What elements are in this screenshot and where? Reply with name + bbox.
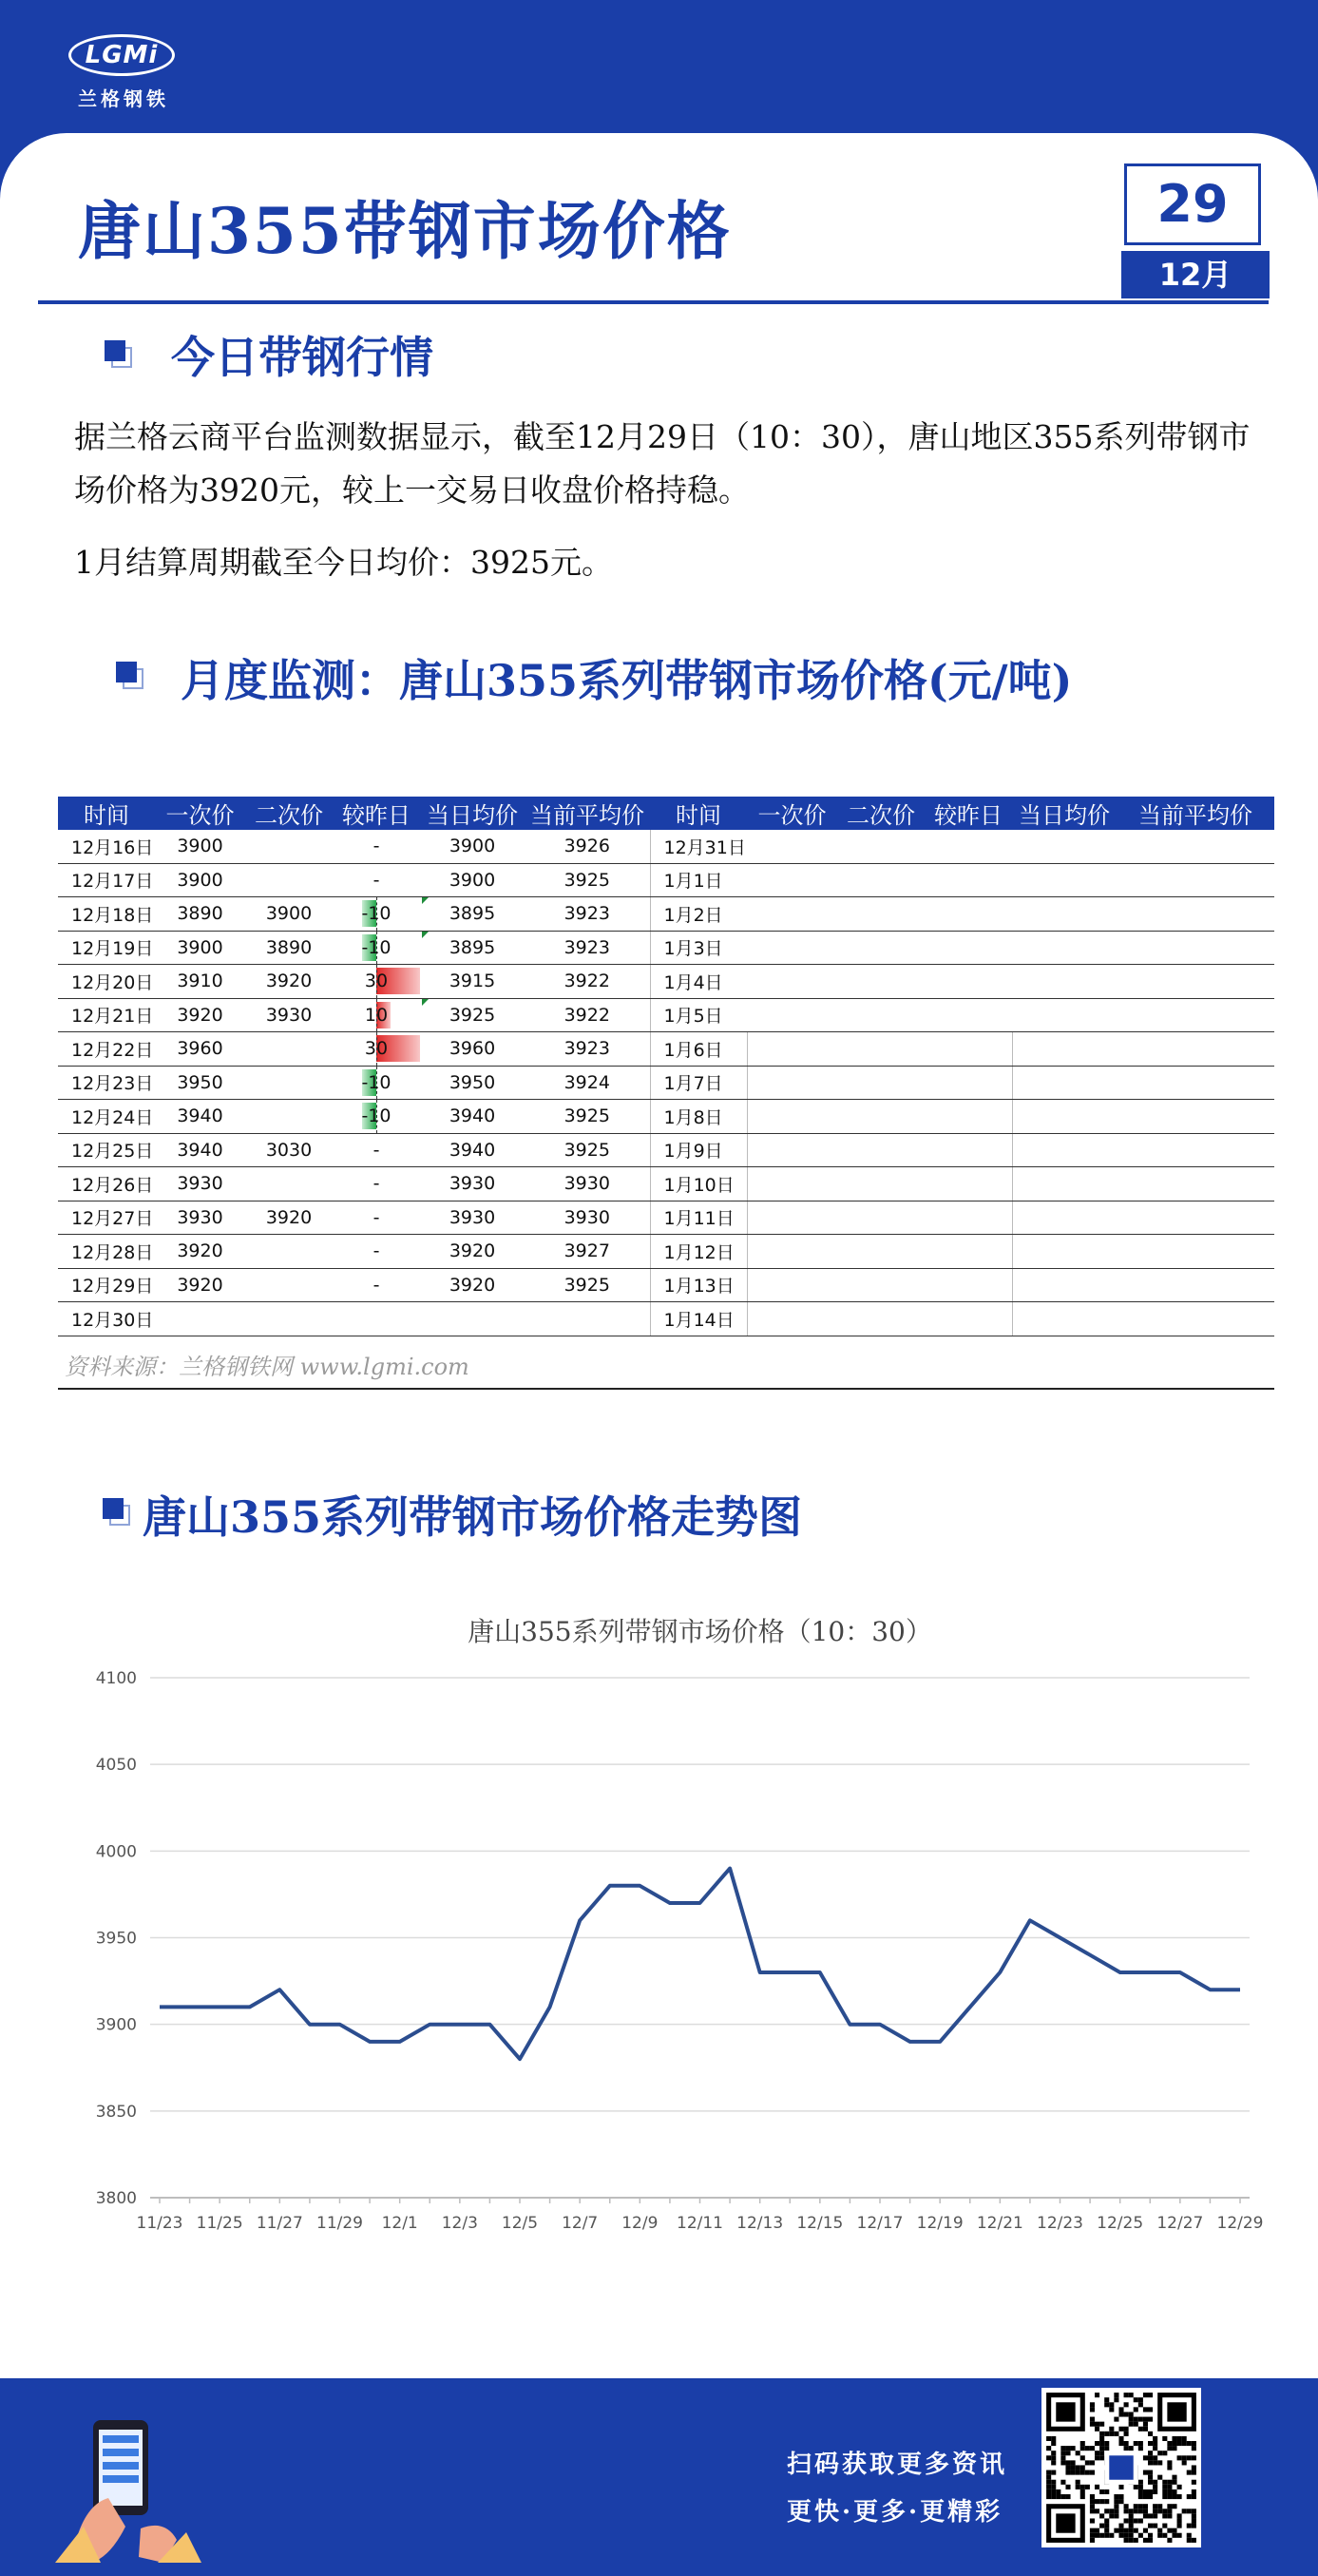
first-price-cell: 3960 — [155, 1032, 245, 1067]
empty-cell — [1117, 1235, 1274, 1269]
date-cell: 12月31日 — [650, 830, 747, 863]
empty-cell — [925, 1302, 1012, 1336]
date-cell: 12月22日 — [58, 1032, 155, 1067]
first-price-cell: 3940 — [155, 1133, 245, 1167]
date-cell: 12月27日 — [58, 1201, 155, 1235]
empty-cell — [1012, 1032, 1117, 1067]
empty-cell — [1012, 1167, 1117, 1201]
date-cell: 12月20日 — [58, 965, 155, 999]
table-row — [58, 965, 1274, 999]
table-row — [58, 1201, 1274, 1235]
date-cell: 1月5日 — [650, 998, 747, 1032]
empty-cell — [925, 1268, 1012, 1302]
change-cell: - — [333, 863, 420, 897]
table-row — [58, 830, 1274, 863]
empty-cell — [1012, 863, 1117, 897]
current-average-cell: 3925 — [525, 1100, 650, 1134]
current-average-cell: 3922 — [525, 965, 650, 999]
daily-average-cell: 3895 — [420, 897, 525, 932]
date-cell: 1月12日 — [650, 1235, 747, 1269]
empty-cell — [925, 1032, 1012, 1067]
second-price-cell — [245, 1100, 333, 1134]
x-tick-label: 12/13 — [736, 2214, 784, 2233]
empty-cell — [747, 1302, 837, 1336]
section-bullet-icon — [103, 1498, 127, 1523]
empty-cell — [925, 1066, 1012, 1100]
empty-cell — [1012, 1201, 1117, 1235]
empty-cell — [925, 1133, 1012, 1167]
change-cell: -10 — [333, 931, 420, 965]
table-header-cell: 时间 — [650, 797, 747, 830]
empty-cell — [1012, 965, 1117, 999]
table-row — [58, 1268, 1274, 1302]
table-header-cell: 当前平均价 — [525, 797, 650, 830]
daily-average-cell: 3900 — [420, 863, 525, 897]
first-price-cell: 3930 — [155, 1167, 245, 1201]
date-cell: 12月17日 — [58, 863, 155, 897]
table-header-cell: 二次价 — [245, 797, 333, 830]
empty-cell — [1012, 830, 1117, 863]
change-cell: - — [333, 1235, 420, 1269]
table-row — [58, 1167, 1274, 1201]
section-bullet-icon — [116, 662, 141, 686]
empty-cell — [925, 965, 1012, 999]
price-series-line — [160, 1869, 1240, 2060]
table-row — [58, 1032, 1274, 1067]
empty-cell — [837, 1066, 925, 1100]
date-cell: 12月25日 — [58, 1133, 155, 1167]
first-price-cell: 3920 — [155, 1235, 245, 1269]
table-row — [58, 1100, 1274, 1134]
empty-cell — [1012, 1268, 1117, 1302]
y-tick-label: 4050 — [95, 1756, 137, 1776]
date-cell: 12月21日 — [58, 998, 155, 1032]
first-price-cell: 3900 — [155, 931, 245, 965]
x-tick-label: 12/15 — [796, 2214, 844, 2233]
change-cell: -10 — [333, 897, 420, 932]
brand-logo — [68, 34, 179, 114]
empty-cell — [747, 863, 837, 897]
x-tick-label: 12/3 — [441, 2214, 478, 2233]
date-cell: 12月16日 — [58, 830, 155, 863]
empty-cell — [1117, 863, 1274, 897]
empty-cell — [1117, 1100, 1274, 1134]
table-header-cell: 当日均价 — [420, 797, 525, 830]
y-tick-label: 3950 — [95, 1929, 137, 1949]
empty-cell — [837, 830, 925, 863]
empty-cell — [747, 1066, 837, 1100]
daily-average-cell: 3895 — [420, 931, 525, 965]
daily-average-cell: 3960 — [420, 1032, 525, 1067]
today-summary: 据兰格云商平台监测数据显示，截至12月29日（10：30），唐山地区355系列带钢市场价格为3920元，较上一交易日收盘价格持稳。 — [74, 418, 1251, 509]
daily-average-cell: 3900 — [420, 830, 525, 863]
change-cell: - — [333, 830, 420, 863]
daily-average-cell: 3940 — [420, 1100, 525, 1134]
table-header-cell: 当前平均价 — [1117, 797, 1274, 830]
footer-line-2: 更快·更多·更精彩 — [787, 2498, 1003, 2527]
y-tick-label: 3900 — [95, 2015, 137, 2035]
empty-cell — [837, 998, 925, 1032]
empty-cell — [837, 1167, 925, 1201]
price-trend-chart — [57, 1606, 1264, 2253]
first-price-cell: 3950 — [155, 1066, 245, 1100]
current-average-cell: 3924 — [525, 1066, 650, 1100]
table-row — [58, 897, 1274, 932]
daily-average-cell: 3920 — [420, 1235, 525, 1269]
logo-mark: LGMi — [68, 34, 175, 76]
daily-average-cell: 3915 — [420, 965, 525, 999]
daily-average-cell — [420, 1302, 525, 1336]
second-price-cell — [245, 1032, 333, 1067]
x-tick-label: 12/11 — [677, 2214, 723, 2233]
table-header-cell: 二次价 — [837, 797, 925, 830]
second-price-cell: 3030 — [245, 1133, 333, 1167]
empty-cell — [1117, 1201, 1274, 1235]
empty-cell — [747, 1235, 837, 1269]
current-average-cell: 3923 — [525, 1032, 650, 1067]
first-price-cell: 3940 — [155, 1100, 245, 1134]
empty-cell — [925, 863, 1012, 897]
daily-average-cell: 3950 — [420, 1066, 525, 1100]
section-trend-title: 唐山355系列带钢市场价格走势图 — [143, 1491, 803, 1543]
current-average-cell: 3925 — [525, 863, 650, 897]
second-price-cell: 3930 — [245, 998, 333, 1032]
current-average-cell: 3923 — [525, 897, 650, 932]
empty-cell — [1117, 830, 1274, 863]
daily-average-cell: 3940 — [420, 1133, 525, 1167]
change-cell: -10 — [333, 1100, 420, 1134]
table-header-cell: 一次价 — [747, 797, 837, 830]
second-price-cell: 3920 — [245, 1201, 333, 1235]
empty-cell — [1117, 1167, 1274, 1201]
x-tick-label: 12/21 — [976, 2214, 1023, 2233]
empty-cell — [747, 998, 837, 1032]
date-cell: 12月24日 — [58, 1100, 155, 1134]
empty-cell — [837, 897, 925, 932]
empty-cell — [837, 931, 925, 965]
y-tick-label: 3800 — [95, 2189, 137, 2208]
empty-cell — [1117, 1032, 1274, 1067]
change-cell: -10 — [333, 1066, 420, 1100]
first-price-cell: 3900 — [155, 863, 245, 897]
second-price-cell — [245, 1302, 333, 1336]
empty-cell — [1012, 1100, 1117, 1134]
first-price-cell: 3930 — [155, 1201, 245, 1235]
second-price-cell — [245, 863, 333, 897]
empty-cell — [925, 1201, 1012, 1235]
x-tick-label: 11/27 — [256, 2214, 303, 2233]
date-cell: 12月30日 — [58, 1302, 155, 1336]
empty-cell — [1012, 897, 1117, 932]
first-price-cell: 3920 — [155, 1268, 245, 1302]
date-cell: 1月9日 — [650, 1133, 747, 1167]
first-price-cell: 3920 — [155, 998, 245, 1032]
date-cell: 12月19日 — [58, 931, 155, 965]
second-price-cell — [245, 1268, 333, 1302]
date-cell: 1月4日 — [650, 965, 747, 999]
first-price-cell: 3900 — [155, 830, 245, 863]
section-monthly-title: 月度监测：唐山355系列带钢市场价格(元/吨) — [181, 655, 1073, 706]
x-tick-label: 12/29 — [1216, 2214, 1264, 2233]
second-price-cell: 3920 — [245, 965, 333, 999]
date-month: 12月 — [1121, 251, 1270, 298]
empty-cell — [747, 931, 837, 965]
current-average-cell: 3927 — [525, 1235, 650, 1269]
daily-average-cell: 3930 — [420, 1167, 525, 1201]
date-cell: 1月10日 — [650, 1167, 747, 1201]
empty-cell — [747, 1167, 837, 1201]
table-row — [58, 1235, 1274, 1269]
date-cell: 12月28日 — [58, 1235, 155, 1269]
y-tick-label: 4100 — [95, 1669, 137, 1688]
change-cell: 30 — [333, 1032, 420, 1067]
empty-cell — [925, 1100, 1012, 1134]
date-cell: 1月7日 — [650, 1066, 747, 1100]
table-row — [58, 931, 1274, 965]
empty-cell — [1012, 931, 1117, 965]
date-cell: 1月3日 — [650, 931, 747, 965]
table-row — [58, 1066, 1274, 1100]
empty-cell — [837, 965, 925, 999]
second-price-cell — [245, 830, 333, 863]
table-bottom-rule — [58, 1388, 1274, 1390]
empty-cell — [1012, 1133, 1117, 1167]
table-row — [58, 1133, 1274, 1167]
date-cell: 1月14日 — [650, 1302, 747, 1336]
chart-title: 唐山355系列带钢市场价格（10：30） — [468, 1616, 932, 1647]
x-tick-label: 12/27 — [1156, 2214, 1204, 2233]
empty-cell — [1117, 1268, 1274, 1302]
x-tick-label: 12/9 — [621, 2214, 659, 2233]
table-header-cell: 一次价 — [155, 797, 245, 830]
change-cell: - — [333, 1133, 420, 1167]
data-source: 资料来源：兰格钢铁网 www.lgmi.com — [65, 1354, 469, 1380]
x-tick-label: 12/23 — [1037, 2214, 1083, 2233]
second-price-cell: 3900 — [245, 897, 333, 932]
table-row — [58, 1302, 1274, 1336]
table-header-row — [58, 797, 1274, 830]
empty-cell — [837, 1032, 925, 1067]
empty-cell — [925, 830, 1012, 863]
empty-cell — [1117, 1066, 1274, 1100]
empty-cell — [1012, 1066, 1117, 1100]
section-bullet-icon — [105, 340, 129, 365]
first-price-cell: 3890 — [155, 897, 245, 932]
empty-cell — [925, 1235, 1012, 1269]
page-title: 唐山355带钢市场价格 — [78, 194, 732, 268]
empty-cell — [837, 1302, 925, 1336]
x-tick-label: 11/23 — [136, 2214, 183, 2233]
change-cell — [333, 1302, 420, 1336]
second-price-cell — [245, 1235, 333, 1269]
x-tick-label: 12/1 — [381, 2214, 418, 2233]
first-price-cell: 3910 — [155, 965, 245, 999]
empty-cell — [1012, 1235, 1117, 1269]
x-tick-label: 12/25 — [1097, 2214, 1144, 2233]
current-average-cell: 3926 — [525, 830, 650, 863]
empty-cell — [1117, 998, 1274, 1032]
section-today-title: 今日带钢行情 — [171, 332, 433, 383]
date-cell: 12月18日 — [58, 897, 155, 932]
empty-cell — [837, 863, 925, 897]
date-cell: 1月11日 — [650, 1201, 747, 1235]
date-cell: 1月8日 — [650, 1100, 747, 1134]
table-header-cell: 时间 — [58, 797, 155, 830]
second-price-cell: 3890 — [245, 931, 333, 965]
second-price-cell — [245, 1167, 333, 1201]
empty-cell — [1012, 1302, 1117, 1336]
empty-cell — [747, 830, 837, 863]
current-average-cell: 3930 — [525, 1201, 650, 1235]
empty-cell — [1117, 1133, 1274, 1167]
title-divider — [38, 300, 1269, 304]
second-price-cell — [245, 1066, 333, 1100]
change-cell: 10 — [333, 998, 420, 1032]
table-row — [58, 998, 1274, 1032]
empty-cell — [747, 1201, 837, 1235]
current-average-cell: 3923 — [525, 931, 650, 965]
empty-cell — [837, 1201, 925, 1235]
date-cell: 12月26日 — [58, 1167, 155, 1201]
x-tick-label: 12/7 — [562, 2214, 599, 2233]
logo-subtitle: 兰格钢铁 — [78, 87, 169, 110]
empty-cell — [1117, 965, 1274, 999]
qr-code[interactable] — [1041, 2388, 1201, 2547]
footer-line-1: 扫码获取更多资讯 — [787, 2451, 1008, 2479]
date-cell: 1月6日 — [650, 1032, 747, 1067]
x-tick-label: 12/19 — [916, 2214, 964, 2233]
table-header-cell: 较昨日 — [925, 797, 1012, 830]
phone-hand-icon — [34, 2414, 205, 2566]
date-cell: 12月29日 — [58, 1268, 155, 1302]
date-cell: 1月1日 — [650, 863, 747, 897]
current-average-cell: 3925 — [525, 1133, 650, 1167]
empty-cell — [1117, 897, 1274, 932]
empty-cell — [925, 931, 1012, 965]
table-header-cell: 较昨日 — [333, 797, 420, 830]
current-average-cell: 3930 — [525, 1167, 650, 1201]
y-tick-label: 3850 — [95, 2102, 137, 2122]
empty-cell — [925, 897, 1012, 932]
table-header-cell: 当日均价 — [1012, 797, 1117, 830]
empty-cell — [747, 897, 837, 932]
x-tick-label: 11/29 — [316, 2214, 363, 2233]
price-table — [58, 797, 1274, 1336]
date-badge — [1124, 163, 1261, 298]
date-cell: 12月23日 — [58, 1066, 155, 1100]
empty-cell — [837, 1268, 925, 1302]
current-average-cell: 3925 — [525, 1268, 650, 1302]
empty-cell — [837, 1133, 925, 1167]
current-average-cell — [525, 1302, 650, 1336]
settlement-average: 1月结算周期截至今日均价：3925元。 — [74, 544, 613, 581]
empty-cell — [1117, 931, 1274, 965]
x-tick-label: 11/25 — [196, 2214, 243, 2233]
empty-cell — [747, 1268, 837, 1302]
empty-cell — [1012, 998, 1117, 1032]
x-tick-label: 12/17 — [856, 2214, 904, 2233]
change-cell: - — [333, 1201, 420, 1235]
table-row — [58, 863, 1274, 897]
current-average-cell: 3922 — [525, 998, 650, 1032]
date-day: 29 — [1124, 163, 1261, 245]
y-tick-label: 4000 — [95, 1842, 137, 1862]
first-price-cell — [155, 1302, 245, 1336]
empty-cell — [925, 1167, 1012, 1201]
x-tick-label: 12/5 — [501, 2214, 539, 2233]
empty-cell — [837, 1235, 925, 1269]
change-cell: - — [333, 1268, 420, 1302]
daily-average-cell: 3925 — [420, 998, 525, 1032]
empty-cell — [1117, 1302, 1274, 1336]
daily-average-cell: 3920 — [420, 1268, 525, 1302]
empty-cell — [747, 1100, 837, 1134]
empty-cell — [747, 1133, 837, 1167]
date-cell: 1月2日 — [650, 897, 747, 932]
empty-cell — [747, 1032, 837, 1067]
change-cell: 30 — [333, 965, 420, 999]
empty-cell — [747, 965, 837, 999]
daily-average-cell: 3930 — [420, 1201, 525, 1235]
date-cell: 1月13日 — [650, 1268, 747, 1302]
empty-cell — [925, 998, 1012, 1032]
top-band — [0, 0, 1318, 133]
empty-cell — [837, 1100, 925, 1134]
change-cell: - — [333, 1167, 420, 1201]
